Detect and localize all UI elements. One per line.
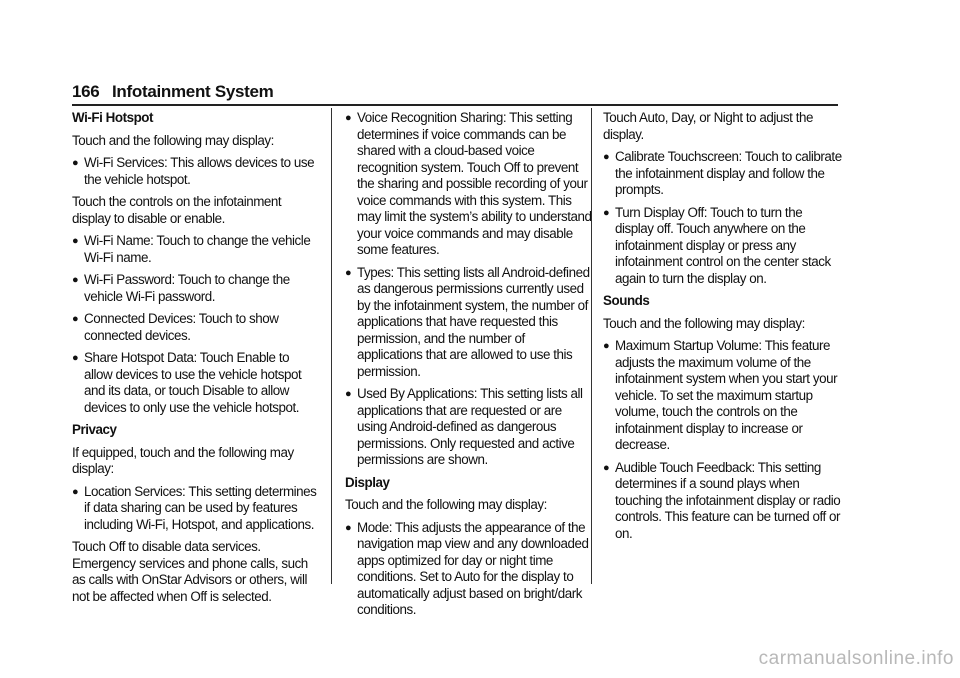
column-3 <box>603 110 843 548</box>
wifi-list-2 <box>72 233 320 416</box>
list-item: ● Wi-Fi Name: Touch to change the vehicle Wi-Fi name. <box>72 233 311 265</box>
display-list <box>345 520 593 619</box>
column-divider <box>331 108 332 584</box>
list-item: ● Audible Touch Feedback: This setting determines if a sound plays when touching the infotainment display or radio controls. This feature can be turned off or on. <box>603 459 841 541</box>
bullet-icon: ● <box>345 112 352 124</box>
privacy-list-cont <box>345 110 593 469</box>
column-1 <box>72 110 320 611</box>
list-item: ● Mode: This adjusts the appearance of the navigation map view and any downloaded apps optimized for day or night time conditions. Set to Auto for the display to automatically adjust based on bright/dark conditions. <box>345 519 589 617</box>
bullet-icon: ● <box>72 485 79 498</box>
wifi-list <box>72 155 320 188</box>
bullet-icon: ● <box>603 461 610 474</box>
list-item: ● Voice Recognition Sharing: This setting determines if voice commands can be shared with a cloud-based voice recognition system. Touch Off to prevent the sharing and possible recording of your voice commands with this system. This may limit the system’s ability to understand your voice commands and may disable some features. <box>345 110 592 257</box>
wifi-services-note: Touch the controls on the infotainment display to disable or enable. <box>72 194 282 226</box>
list-item: ● Connected Devices: Touch to show connected devices. <box>72 311 279 343</box>
mode-note: Touch Auto, Day, or Night to adjust the display. <box>603 110 813 142</box>
list-item: ● Wi-Fi Password: Touch to change the vehicle Wi-Fi password. <box>72 272 290 304</box>
heading-sounds: Sounds <box>603 293 650 308</box>
wifi-intro: Touch and the following may display: <box>72 132 274 148</box>
location-note: Touch Off to disable data services. Emergency services and phone calls, such as calls with OnStar Advisors or others, will not be affected when Off is selected. <box>72 539 308 604</box>
list-item: ● Location Services: This setting determines if data sharing can be used by features including Wi-Fi, Hotspot, and applications. <box>72 483 317 532</box>
list-item: ● Maximum Startup Volume: This feature adjusts the maximum volume of the infotainment system when you start your vehicle. To set the maximum startup volume, touch the controls on the infotainment display to increase or decrease. <box>603 338 838 452</box>
list-item: ● Calibrate Touchscreen: Touch to calibrate the infotainment display and follow the prompts. <box>603 149 842 197</box>
bullet-icon: ● <box>603 340 610 352</box>
display-list-cont <box>603 149 843 287</box>
list-item: ● Share Hotspot Data: Touch Enable to allow devices to use the vehicle hotspot and its data, or touch Disable to allow devices to only use the vehicle hotspot. <box>72 350 302 415</box>
page-header <box>72 82 838 106</box>
bullet-icon: ● <box>345 388 352 400</box>
sounds-intro: Touch and the following may display: <box>603 315 805 331</box>
privacy-intro: If equipped, touch and the following may display: <box>72 444 294 476</box>
list-item: ● Turn Display Off: Touch to turn the display off. Touch anywhere on the infotainment display or press any infotainment control on the center stack again to turn the display on. <box>603 204 831 286</box>
heading-wifi-hotspot: Wi-Fi Hotspot <box>72 110 154 125</box>
watermark: carmanualsonline.info <box>758 648 954 669</box>
list-item: ● Types: This setting lists all Android-defined as dangerous permissions currently used by the infotainment system, the number of applications that have requested this permission, and the number of applications that are allowed to use this permission. <box>345 264 590 379</box>
bullet-icon: ● <box>345 521 352 534</box>
privacy-list <box>72 484 320 534</box>
bullet-icon: ● <box>603 206 610 219</box>
heading-privacy: Privacy <box>72 422 117 437</box>
bullet-icon: ● <box>603 151 610 163</box>
bullet-icon: ● <box>72 352 79 364</box>
heading-display: Display <box>345 474 390 490</box>
list-item: ● Used By Applications: This setting lists all applications that are requested or are using Android-defined as dangerous permissions. Only requested and active permissions are shown. <box>345 386 583 467</box>
section-title: Infotainment System <box>112 82 274 101</box>
bullet-icon: ● <box>72 313 79 325</box>
page-number: 166 <box>72 82 100 101</box>
sounds-list <box>603 338 843 542</box>
list-item: ● Wi-Fi Services: This allows devices to use the vehicle hotspot. <box>72 155 315 187</box>
bullet-icon: ● <box>345 266 352 279</box>
bullet-icon: ● <box>72 274 79 286</box>
display-intro: Touch and the following may display: <box>345 497 547 512</box>
bullet-icon: ● <box>72 235 79 247</box>
bullet-icon: ● <box>72 157 79 169</box>
column-2 <box>345 110 593 625</box>
